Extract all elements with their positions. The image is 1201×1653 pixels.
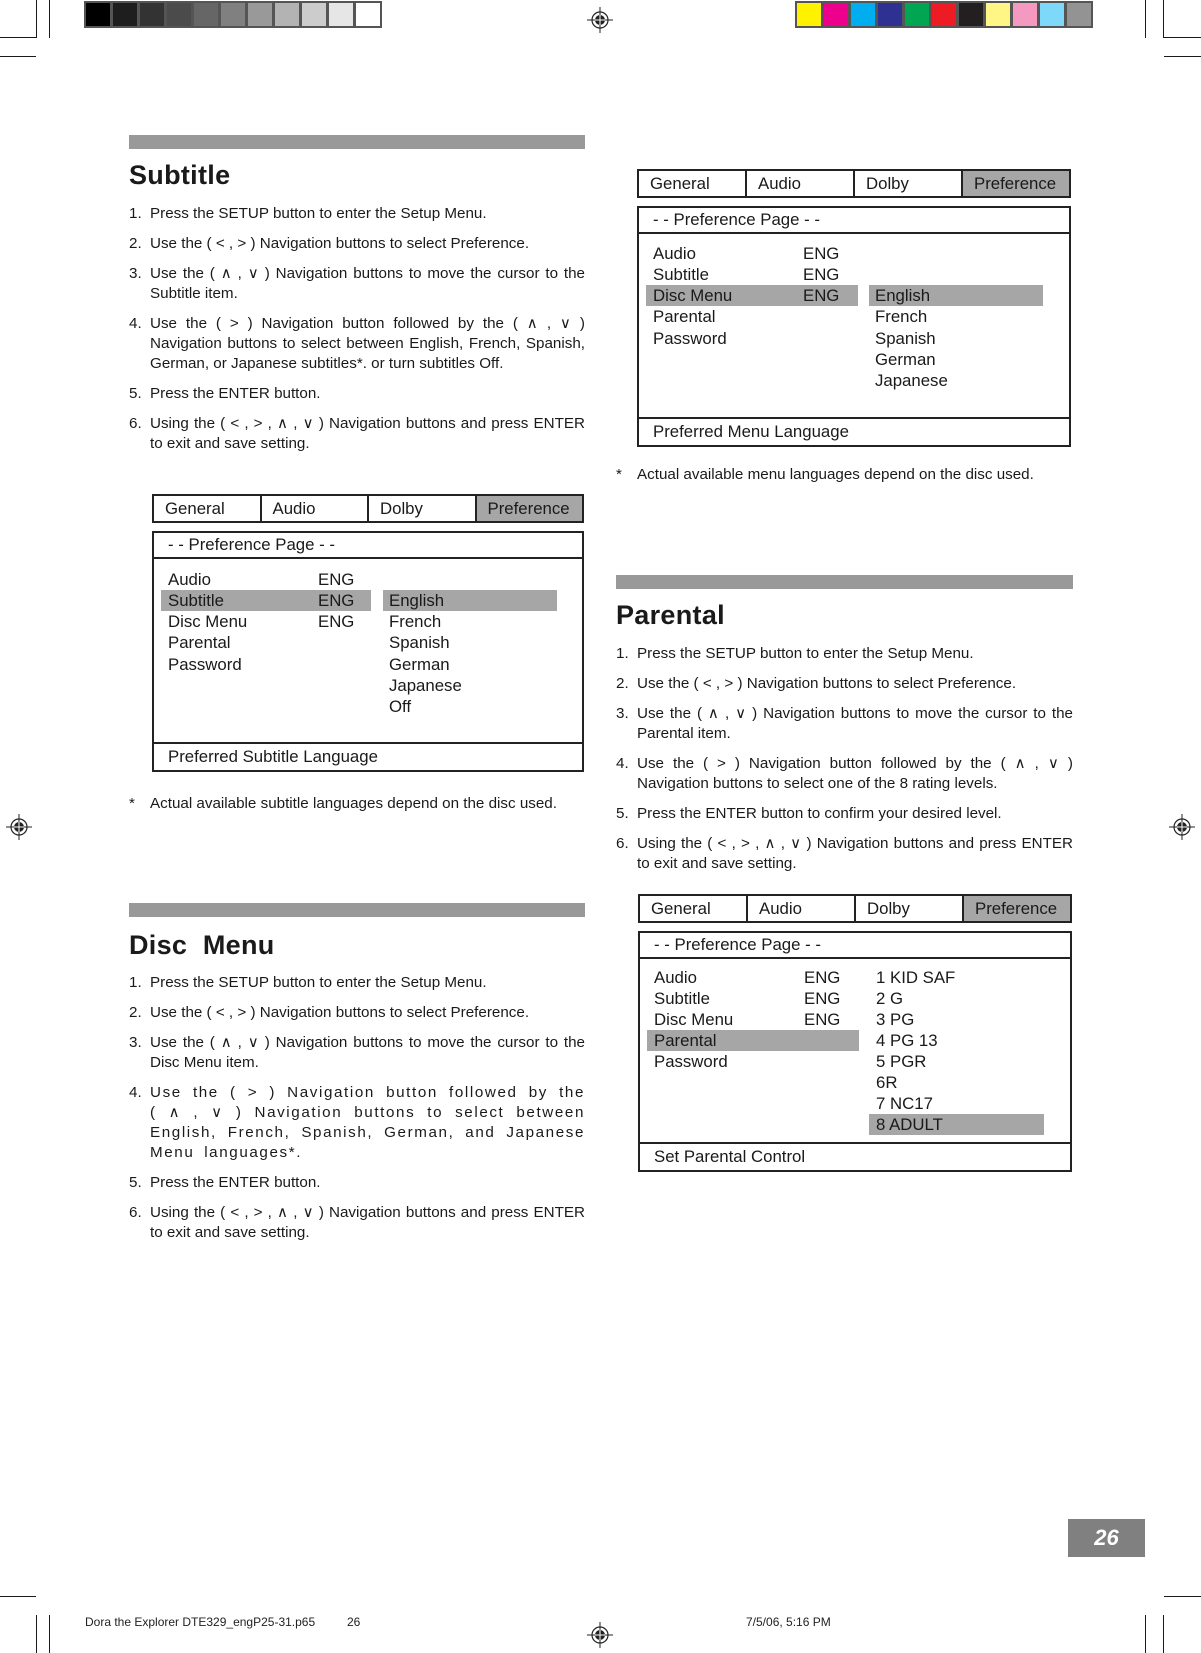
crop-mark <box>0 56 36 57</box>
crop-mark <box>49 0 50 38</box>
panel-body <box>154 559 582 742</box>
gray-swatch <box>194 3 218 26</box>
menu-tabs <box>638 894 1072 923</box>
panel-header: - - Preference Page - - <box>154 533 582 559</box>
tab-general[interactable]: General <box>640 896 748 921</box>
option-japanese[interactable]: Japanese <box>389 676 462 695</box>
menu-item-subtitle[interactable]: Subtitle ENG <box>653 265 840 284</box>
section-title-subtitle: Subtitle <box>129 160 231 190</box>
color-swatch <box>932 3 956 26</box>
step-item: 1. Press the SETUP button to enter the Setup Menu. <box>129 974 487 991</box>
footer-page: 26 <box>347 1615 361 1629</box>
grayscale-calibration-bar <box>84 1 382 28</box>
crop-mark <box>49 1615 50 1653</box>
option-rating-3[interactable]: 3 PG <box>876 1010 915 1029</box>
tab-audio[interactable]: Audio <box>747 171 855 196</box>
panel-body <box>639 234 1069 417</box>
option-rating-8[interactable]: 8 ADULT <box>869 1114 1044 1135</box>
option-off[interactable]: Off <box>389 697 412 716</box>
footer-filename: Dora the Explorer DTE329_engP25-31.p65 <box>85 1615 316 1629</box>
parental-setup-menu <box>638 894 1072 1172</box>
registration-mark-icon <box>587 1622 613 1648</box>
section-title-parental: Parental <box>616 600 725 630</box>
option-rating-1[interactable]: 1 KID SAF <box>876 968 956 987</box>
panel-footer: Preferred Menu Language <box>639 417 1069 445</box>
step-item: 2. Use the ( < , > ) Navigation buttons to select Preference. <box>129 1004 530 1021</box>
color-swatch <box>1067 3 1091 26</box>
crop-mark <box>1163 0 1164 38</box>
disc-menu-steps <box>129 973 585 1253</box>
panel-body <box>640 959 1070 1142</box>
menu-item-password[interactable]: Password <box>653 329 727 348</box>
section-title-disc-menu: Disc Menu <box>129 930 275 960</box>
preference-panel <box>637 206 1071 447</box>
tab-dolby[interactable]: Dolby <box>369 496 477 521</box>
menu-item-disc-menu[interactable]: Disc Menu ENG <box>654 1010 841 1029</box>
option-rating-6[interactable]: 6R <box>876 1073 898 1092</box>
menu-item-disc-menu[interactable]: Disc Menu ENG <box>168 612 355 631</box>
subtitle-setup-menu <box>152 494 584 772</box>
option-english[interactable]: English <box>869 285 1043 306</box>
color-swatch <box>1040 3 1064 26</box>
disc-menu-footnote: * Actual available menu languages depend on the disc used. <box>616 466 1034 483</box>
gray-swatch <box>329 3 353 26</box>
color-swatch <box>878 3 902 26</box>
parental-steps <box>616 644 1073 884</box>
menu-item-parental[interactable]: Parental <box>653 307 716 326</box>
step-item: 5. Press the ENTER button. <box>129 385 321 402</box>
gray-swatch <box>275 3 299 26</box>
tab-general[interactable]: General <box>639 171 747 196</box>
section-divider-bar <box>129 903 585 917</box>
crop-mark <box>1164 1596 1201 1597</box>
disc-menu-setup-menu <box>637 169 1071 447</box>
panel-header: - - Preference Page - - <box>640 933 1070 959</box>
step-item: 3. Use the ( ∧ , ∨ ) Navigation buttons to move the cursor to the Disc Menu item. <box>129 1034 585 1071</box>
menu-item-parental[interactable]: Parental <box>647 1030 859 1051</box>
registration-mark-icon <box>1169 814 1195 840</box>
gray-swatch <box>221 3 245 26</box>
menu-item-audio[interactable]: Audio ENG <box>168 570 355 589</box>
gray-swatch <box>356 3 380 26</box>
step-item: 5. Press the ENTER button to confirm your desired level. <box>616 805 1002 822</box>
gray-swatch <box>248 3 272 26</box>
crop-mark <box>36 1615 37 1653</box>
tab-preference[interactable]: Preference <box>963 171 1069 196</box>
step-item: 6. Using the ( < , > , ∧ , ∨ ) Navigation buttons and press ENTER to exit and save setting. <box>129 1204 585 1241</box>
menu-item-disc-menu[interactable]: Disc Menu ENG <box>646 285 858 306</box>
menu-item-audio[interactable]: Audio ENG <box>653 244 840 263</box>
crop-mark <box>36 0 37 38</box>
tab-audio[interactable]: Audio <box>748 896 856 921</box>
crop-mark <box>0 1596 36 1597</box>
tab-dolby[interactable]: Dolby <box>855 171 963 196</box>
registration-mark-icon <box>6 814 32 840</box>
section-divider-bar <box>129 135 585 149</box>
panel-footer: Set Parental Control <box>640 1142 1070 1170</box>
color-swatch <box>824 3 848 26</box>
crop-mark <box>1164 56 1201 57</box>
tab-audio[interactable]: Audio <box>262 496 370 521</box>
preference-panel <box>638 931 1072 1172</box>
step-item: 1. Press the SETUP button to enter the Setup Menu. <box>616 645 974 662</box>
option-rating-5[interactable]: 5 PGR <box>876 1052 927 1071</box>
color-calibration-bar <box>795 1 1093 28</box>
gray-swatch <box>302 3 326 26</box>
option-french[interactable]: French <box>389 612 442 631</box>
option-rating-4[interactable]: 4 PG 13 <box>876 1031 938 1050</box>
tab-general[interactable]: General <box>154 496 262 521</box>
gray-swatch <box>113 3 137 26</box>
option-german[interactable]: German <box>389 655 450 674</box>
menu-item-password[interactable]: Password <box>654 1052 728 1071</box>
option-french[interactable]: French <box>875 307 928 326</box>
option-rating-7[interactable]: 7 NC17 <box>876 1094 933 1113</box>
color-swatch <box>1013 3 1037 26</box>
crop-mark <box>1163 1615 1164 1653</box>
panel-footer: Preferred Subtitle Language <box>154 742 582 770</box>
option-german[interactable]: German <box>875 350 936 369</box>
crop-mark <box>0 37 36 38</box>
step-item: 1. Press the SETUP button to enter the Setup Menu. <box>129 205 487 222</box>
step-item: 6. Using the ( < , > , ∧ , ∨ ) Navigation buttons and press ENTER to exit and save setting. <box>616 835 1073 872</box>
step-item: 4. Use the ( > ) Navigation button followed by the ( ∧ , ∨ ) Navigation buttons to select one of the 8 rating levels. <box>616 755 1073 792</box>
tab-preference[interactable]: Preference <box>477 496 583 521</box>
option-rating-2[interactable]: 2 G <box>876 989 904 1008</box>
menu-item-audio[interactable]: Audio ENG <box>654 968 841 987</box>
option-spanish[interactable]: Spanish <box>875 329 936 348</box>
color-swatch <box>851 3 875 26</box>
tab-preference[interactable]: Preference <box>964 896 1070 921</box>
registration-mark-icon <box>587 7 613 33</box>
color-swatch <box>797 3 821 26</box>
crop-mark <box>1145 0 1146 38</box>
option-english[interactable]: English <box>383 590 557 611</box>
step-item: 5. Press the ENTER button. <box>129 1174 321 1191</box>
option-japanese[interactable]: Japanese <box>875 371 948 390</box>
step-item: 3. Use the ( ∧ , ∨ ) Navigation buttons to move the cursor to the Subtitle item. <box>129 265 585 302</box>
color-swatch <box>959 3 983 26</box>
option-spanish[interactable]: Spanish <box>389 633 450 652</box>
step-item: 2. Use the ( < , > ) Navigation buttons to select Preference. <box>129 235 530 252</box>
tab-dolby[interactable]: Dolby <box>856 896 964 921</box>
color-swatch <box>905 3 929 26</box>
menu-item-password[interactable]: Password <box>168 655 242 674</box>
step-item: 4. Use the ( > ) Navigation button followed by the ( ∧ , ∨ ) Navigation buttons to select between English, French, Spanish, German, and Japanese Menu languages*. <box>129 1084 585 1161</box>
preference-panel <box>152 531 584 772</box>
step-item: 4. Use the ( > ) Navigation button followed by the ( ∧ , ∨ ) Navigation buttons to select between English, French, Spanish, German, or Japanese subtitles*. or turn subtitles Off. <box>129 315 585 372</box>
section-divider-bar <box>616 575 1073 589</box>
menu-tabs <box>637 169 1071 198</box>
menu-item-subtitle[interactable]: Subtitle ENG <box>161 590 371 611</box>
step-item: 6. Using the ( < , > , ∧ , ∨ ) Navigation buttons and press ENTER to exit and save setting. <box>129 415 585 452</box>
subtitle-steps <box>129 204 585 464</box>
menu-tabs <box>152 494 584 523</box>
gray-swatch <box>140 3 164 26</box>
page-number: 26 <box>1068 1519 1145 1557</box>
step-item: 2. Use the ( < , > ) Navigation buttons to select Preference. <box>616 675 1017 692</box>
menu-item-parental[interactable]: Parental <box>168 633 231 652</box>
color-swatch <box>986 3 1010 26</box>
footer-timestamp: 7/5/06, 5:16 PM <box>746 1615 831 1629</box>
crop-mark <box>1145 1615 1146 1653</box>
subtitle-footnote: * Actual available subtitle languages depend on the disc used. <box>129 795 557 812</box>
step-item: 3. Use the ( ∧ , ∨ ) Navigation buttons to move the cursor to the Parental item. <box>616 705 1073 742</box>
menu-item-subtitle[interactable]: Subtitle ENG <box>654 989 841 1008</box>
gray-swatch <box>86 3 110 26</box>
crop-mark <box>1164 37 1201 38</box>
gray-swatch <box>167 3 191 26</box>
panel-header: - - Preference Page - - <box>639 208 1069 234</box>
